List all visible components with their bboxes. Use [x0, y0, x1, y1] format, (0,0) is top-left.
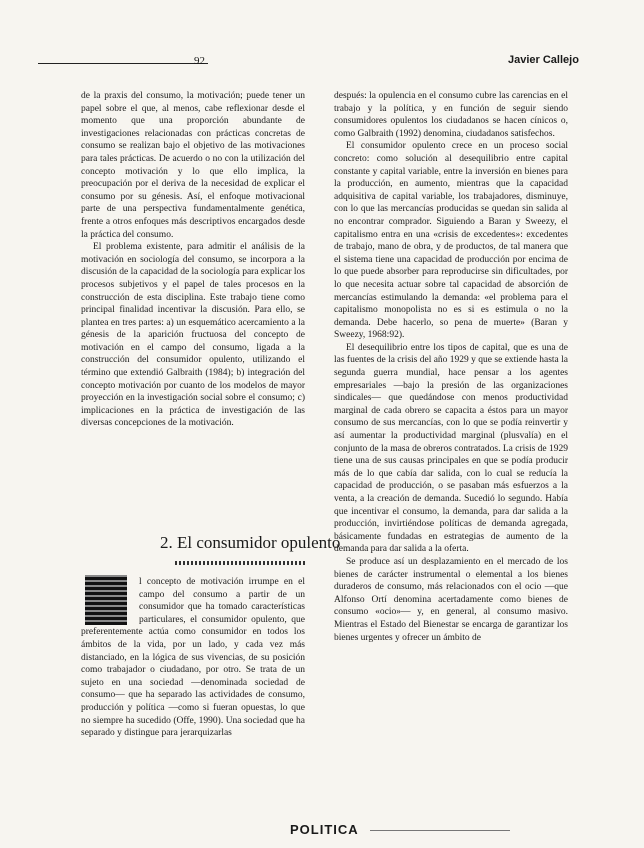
left-column: [81, 90, 305, 430]
page-number: 92: [194, 55, 205, 67]
footer-logo: POLITICA: [290, 822, 359, 837]
section-title: 2. El consumidor opulento: [160, 533, 341, 552]
right-paragraph-2: El consumidor opulento crece en un proceso social concreto: como solución al desequilibrio entre capital constante y capital variable, entre la inversión en bienes para la producción, en aumento, mientras que la capacidad adquisitiva de capital variable, los trabajadores, disminuye, con lo que las mercancías producidas se quedan sin salida al no encontrar comprador. Siguiendo a Baran y Sweezy, el capitalismo entra en una «crisis de excedentes»: excedentes de trabajo, mano de obra, y de productos, de tal manera que el sistema tiene una capacidad de producción por encima de lo que puede absorber para reproducirse sin dificultades, por lo que necesita actuar sobre tal capacidad de absorción de mercancías estimulando la demanda: «el problema para el capitalismo monopolista no es si es estimula o no la demanda. Debe hacerlo, so pena de muerte» (Baran y Sweezy, 1968:92).: [334, 141, 568, 341]
right-paragraph-3: El desequilibrio entre los tipos de capital, que es una de las fuentes de la crisis del año 1929 y que se extiende hasta la segunda guerra mundial, hace pensar a los agentes empresariales —bajo la presión de las organizaciones sindicales— que quedándose con menos productividad marginal de cada obrero se capacita a éstos para un mayor consumo de sus mercancías, con lo que se podía reinvertir y así aumentar la productividad marginal (plusvalía) en el conjunto de la masa de obreros contratados. La crisis de 1929 tiene una de sus causas principales en que se podía producir más de lo que cabía dar salida, con lo cual se reducía la capacidad de producción, o se pasaban más esfuerzos a la venta, a la creación de demanda. Sucedió lo segundo. Había que incentivar el consumo, la demanda, para dar salida a la producción, invirtiéndose políticas de demanda agregada, básicamente fundadas en estrategias de aumento de la demanda para dar salida a la oferta.: [334, 342, 568, 555]
right-column: [334, 90, 568, 644]
author-name: Javier Callejo: [508, 54, 579, 66]
section-title-underline: [175, 561, 305, 565]
right-paragraph-1: después: la opulencia en el consumo cubre las carencias en el trabajo y la política, y en función de seguir siendo consumidores opulentos los ciudadanos se hacen cínicos o, como Galbraith (1992) denomina, ciudadanos satisfechos.: [334, 91, 568, 139]
left-column-continuation: [81, 576, 305, 740]
header-rule: [38, 63, 208, 64]
left-paragraph-1: de la praxis del consumo, la motivación; puede tener un papel sobre el que, al menos, cabe reflexionar desde el momento que una proporción abundante de investigaciones relacionadas con prácticas concretas de consumo se realizan bajo el objetivo de las motivaciones para tales prácticas. De acuerdo o no con la utilización del concepto motivación y lo que ello implica, la preocupación por el deriva de la necesidad de explicar el consumo por su génesis. Así, el enfoque motivacional parte de una perspectiva fundamentalmente genética, frente a otros enfoques más descriptivos encargados desde la práctica del consumo.: [81, 91, 305, 240]
left-continuation-paragraph: l concepto de motivación irrumpe en el campo del consumo a partir de un consumidor que ha tomado características particulares, el consumidor opulento, que preferentemente actúa como consumidor en todos los ámbitos de la vida, por un lado, y cada vez más distanciado, en la lógica de sus vivencias, de su posición como trabajador o ciudadano, por otro. Se trata de un sujeto en una sociedad —denominada sociedad de consumo— que ha separado las actividades de consumo, producción y política —como si fueran opuestas, lo que no siempre ha sucedido (Offe, 1990). Una sociedad que ha separado y distingue para jerarquizarlas: [81, 577, 305, 739]
right-paragraph-4: Se produce así un desplazamiento en el mercado de los bienes de carácter instrumental o elemental a los bienes duraderos de consumo, más relacionados con el ocio —que Alfonso Ortí denomina acertadamente como bienes de consumo «ocio»— y, en general, al consumo masivo. Mientras el Estado del Bienestar se encarga de garantizar los bienes urgentes y ofrecer un ámbito de: [334, 556, 568, 643]
footer-rule: [370, 830, 510, 831]
left-paragraph-2: El problema existente, para admitir el análisis de la motivación en sociología del consumo, se incorpora a la discusión de la capacidad de la sociología para explicar los procesos subjetivos y el papel de tales procesos en la construcción de esta disciplina. Este trabajo tiene como principal finalidad incentivar la discusión. Para ello, se plantea en tres partes: a) un esquemático acercamiento a la génesis de la aparición fructuosa del concepto de motivación en el campo del consumo, ligada a la construcción del consumidor opulento, utilizando el término que extendió Galbraith (1984); b) integración del concepto motivación por cuanto de los modelos de mayor proyección en la investigación social sobre el consumo; c) implicaciones en la práctica de investigación de las diversas concepciones de la motivación.: [81, 242, 305, 429]
